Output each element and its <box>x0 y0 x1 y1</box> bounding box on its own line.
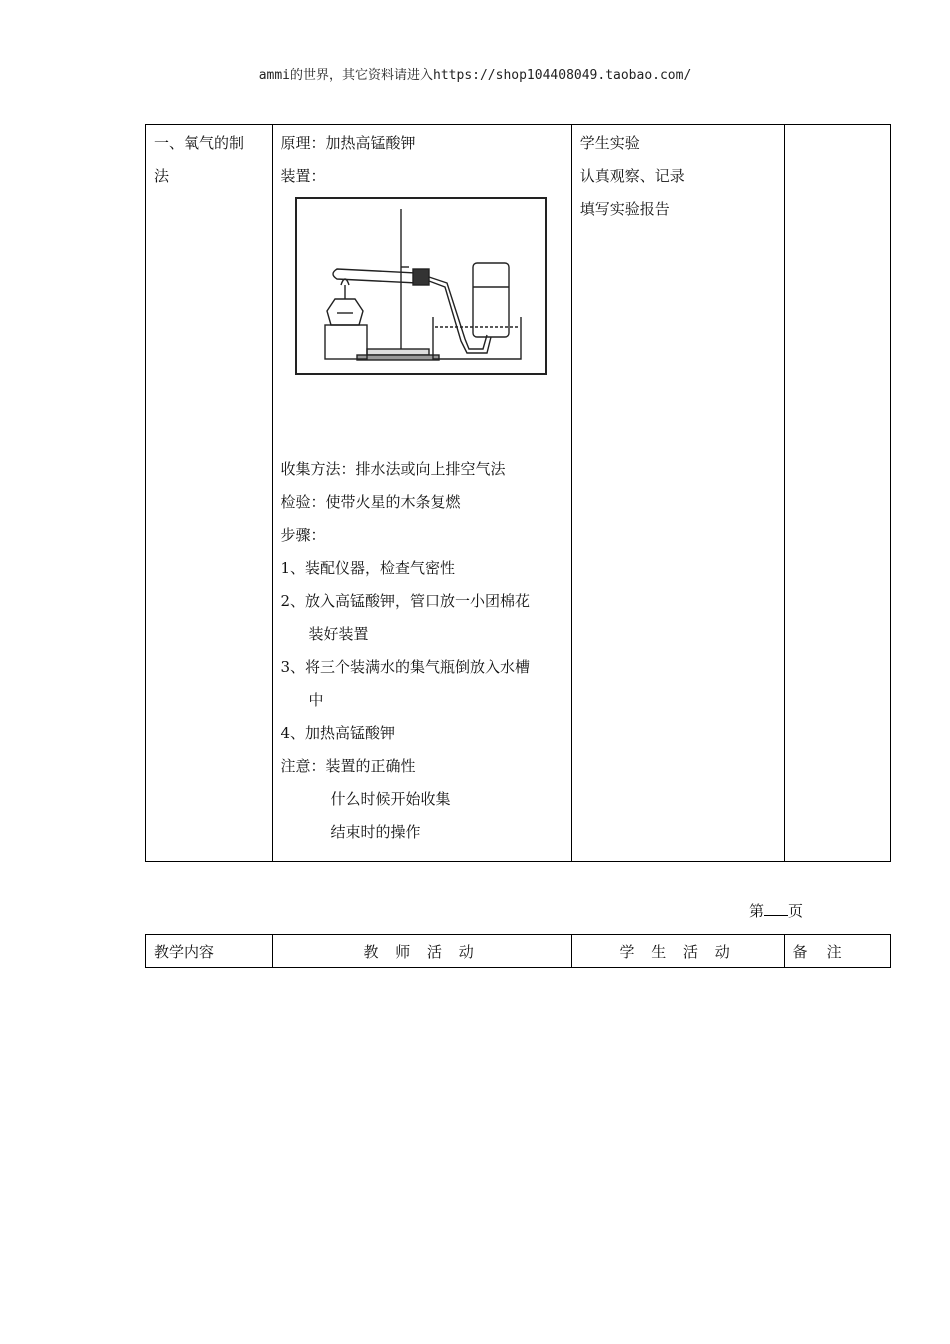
step-2b: 装好装置 <box>308 625 369 643</box>
note-2: 什么时候开始收集 <box>330 790 451 808</box>
step-2a: 2、放入高锰酸钾，管口放一小团棉花 <box>280 592 531 610</box>
header-teacher-activity: 教 师 活 动 <box>272 935 571 968</box>
step-3a: 3、将三个装满水的集气瓶倒放入水槽 <box>280 658 531 676</box>
apparatus-diagram <box>295 197 547 375</box>
step-3b: 中 <box>308 691 324 709</box>
steps-label: 步骤： <box>280 526 326 544</box>
page-header: ammi的世界，其它资料请进入https://shop104408049.taobao.com/ <box>258 68 692 83</box>
topic-cell <box>146 125 273 862</box>
remarks-cell <box>784 125 890 862</box>
page-number-blank <box>764 901 788 916</box>
header-row-table <box>145 934 891 968</box>
student-activity-cell <box>571 125 784 862</box>
step-1: 1、装配仪器，检查气密性 <box>280 559 456 577</box>
test-method: 检验：使带火星的木条复燃 <box>280 493 461 511</box>
teacher-activity-cell <box>272 125 571 862</box>
apparatus-diagram-svg <box>297 199 545 373</box>
student-line-1: 学生实验 <box>579 134 640 152</box>
page-suffix: 页 <box>788 902 804 920</box>
topic-line-2: 法 <box>154 167 170 185</box>
step-4: 4、加热高锰酸钾 <box>280 724 396 742</box>
student-line-2: 认真观察、记录 <box>579 167 685 185</box>
header-student-activity: 学 生 活 动 <box>571 935 784 968</box>
topic-line-1: 一、氧气的制 <box>154 134 245 152</box>
apparatus-label: 装置： <box>280 167 326 185</box>
lesson-table <box>145 124 891 862</box>
page-number <box>749 900 803 921</box>
collection-method: 收集方法：排水法或向上排空气法 <box>280 460 506 478</box>
principle-text: 原理：加热高锰酸钾 <box>280 134 416 152</box>
note-3: 结束时的操作 <box>330 823 421 841</box>
page-prefix: 第 <box>749 902 765 920</box>
header-remarks: 备 注 <box>784 935 890 968</box>
student-line-3: 填写实验报告 <box>579 200 670 218</box>
note-label: 注意：装置的正确性 <box>280 757 416 775</box>
header-teaching-content: 教学内容 <box>146 935 273 968</box>
